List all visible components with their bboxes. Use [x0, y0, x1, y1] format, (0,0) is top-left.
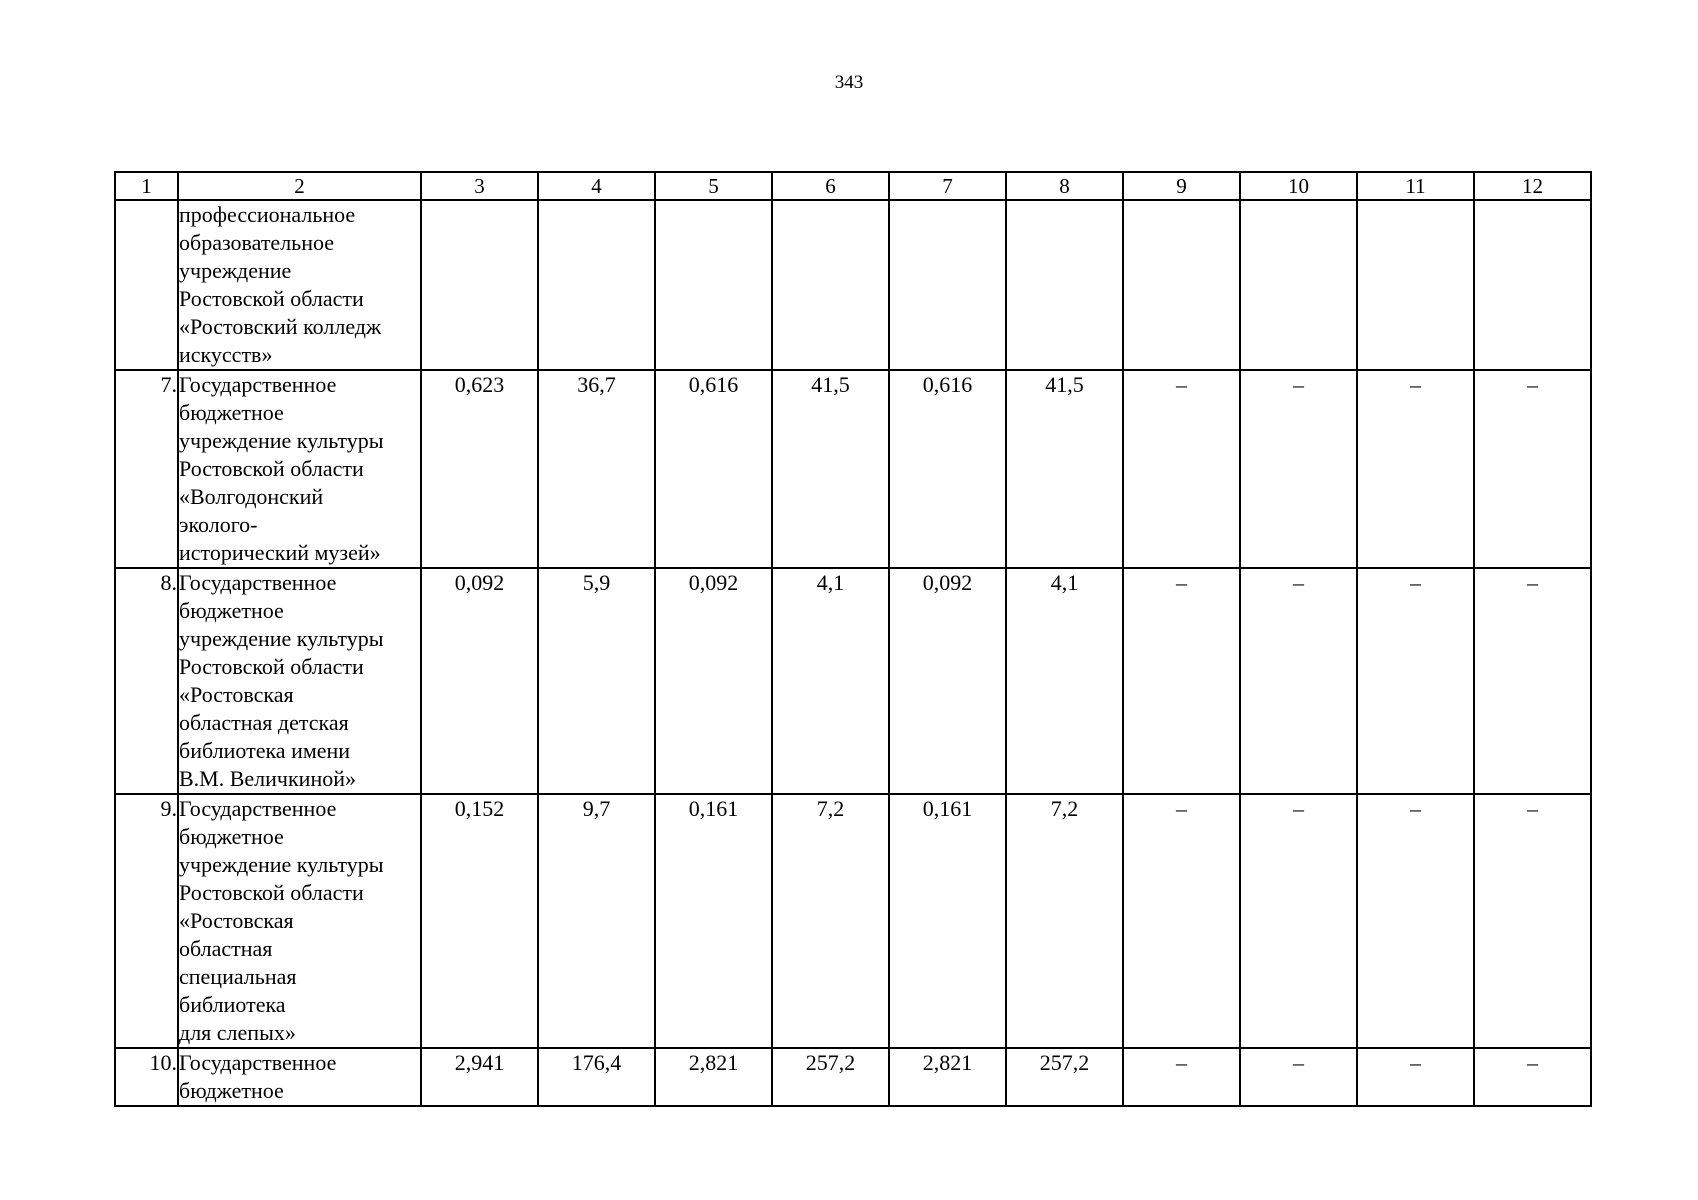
value-cell: –: [1240, 794, 1357, 1048]
value-cell: –: [1474, 794, 1591, 1048]
value-cell: 0,152: [421, 794, 538, 1048]
institution-name-line: библиотека имени: [179, 738, 351, 763]
institution-name-line: специальная: [179, 964, 297, 989]
column-number: 1: [115, 172, 178, 200]
column-number: 12: [1474, 172, 1591, 200]
value-cell: –: [1357, 794, 1474, 1048]
value-cell: 176,4: [538, 1048, 655, 1106]
row-number: 7.: [115, 370, 178, 568]
value-cell: –: [1123, 1048, 1240, 1106]
value-cell: 41,5: [1006, 370, 1123, 568]
column-number: 2: [178, 172, 421, 200]
institution-name-line: искусств»: [179, 342, 273, 367]
institution-name-line: эколого-: [179, 512, 258, 537]
institution-name-line: Ростовской области: [179, 880, 364, 905]
column-number: 7: [889, 172, 1006, 200]
institution-name-line: профессиональное: [179, 202, 356, 227]
value-cell: 2,821: [889, 1048, 1006, 1106]
value-cell: 0,161: [889, 794, 1006, 1048]
institution-name-line: Ростовской области: [179, 456, 364, 481]
column-number: 10: [1240, 172, 1357, 200]
institution-name-line: областная: [179, 936, 273, 961]
institution-name-line: Ростовской области: [179, 286, 364, 311]
institution-name-line: Государственное: [179, 372, 337, 397]
institution-name-line: образовательное: [179, 230, 335, 255]
institution-name-line: библиотека: [179, 992, 286, 1017]
institution-name-line: учреждение культуры: [179, 626, 384, 651]
value-cell: [1357, 200, 1474, 370]
institution-name-line: учреждение культуры: [179, 852, 384, 877]
row-number: 10.: [115, 1048, 178, 1106]
value-cell: 9,7: [538, 794, 655, 1048]
value-cell: [1474, 200, 1591, 370]
institution-name: [178, 1048, 421, 1106]
value-cell: –: [1357, 568, 1474, 794]
value-cell: 0,161: [655, 794, 772, 1048]
column-number: 6: [772, 172, 889, 200]
row-number: [115, 200, 178, 370]
table-row: [115, 1048, 1591, 1106]
column-number-row: [115, 172, 1591, 200]
value-cell: –: [1474, 568, 1591, 794]
institution-name: [178, 794, 421, 1048]
value-cell: 0,092: [655, 568, 772, 794]
value-cell: 0,616: [889, 370, 1006, 568]
column-number: 11: [1357, 172, 1474, 200]
column-number: 8: [1006, 172, 1123, 200]
value-cell: [1006, 200, 1123, 370]
institution-name-line: Государственное: [179, 796, 337, 821]
value-cell: [538, 200, 655, 370]
value-cell: –: [1474, 1048, 1591, 1106]
value-cell: –: [1474, 370, 1591, 568]
value-cell: 5,9: [538, 568, 655, 794]
value-cell: [889, 200, 1006, 370]
column-number: 4: [538, 172, 655, 200]
value-cell: –: [1357, 1048, 1474, 1106]
institution-name-line: «Ростовская: [179, 908, 294, 933]
value-cell: 4,1: [1006, 568, 1123, 794]
institution-name-line: бюджетное: [179, 400, 284, 425]
institution-name-line: бюджетное: [179, 824, 284, 849]
value-cell: –: [1240, 1048, 1357, 1106]
table-row: [115, 200, 1591, 370]
value-cell: 0,092: [421, 568, 538, 794]
value-cell: 4,1: [772, 568, 889, 794]
value-cell: 41,5: [772, 370, 889, 568]
institution-name-line: Ростовской области: [179, 654, 364, 679]
value-cell: –: [1123, 568, 1240, 794]
table-row: [115, 794, 1591, 1048]
value-cell: [421, 200, 538, 370]
institution-name-line: бюджетное: [179, 598, 284, 623]
value-cell: [772, 200, 889, 370]
institution-name-line: учреждение: [179, 258, 292, 283]
value-cell: 257,2: [772, 1048, 889, 1106]
institution-name-line: В.М. Величкиной»: [179, 766, 356, 791]
value-cell: 257,2: [1006, 1048, 1123, 1106]
institution-name-line: бюджетное: [179, 1078, 284, 1103]
institution-name-line: исторический музей»: [179, 540, 381, 565]
value-cell: [655, 200, 772, 370]
institution-name-line: «Ростовский колледж: [179, 314, 382, 339]
page-number: 343: [834, 72, 864, 93]
institution-name-line: Государственное: [179, 1050, 337, 1075]
value-cell: –: [1123, 794, 1240, 1048]
institution-name: [178, 568, 421, 794]
column-number: 9: [1123, 172, 1240, 200]
institution-name-line: Государственное: [179, 570, 337, 595]
value-cell: 0,092: [889, 568, 1006, 794]
value-cell: 7,2: [772, 794, 889, 1048]
institution-name-line: областная детская: [179, 710, 349, 735]
value-cell: 36,7: [538, 370, 655, 568]
column-number: 5: [655, 172, 772, 200]
institution-name-line: для слепых»: [179, 1020, 296, 1045]
value-cell: 0,623: [421, 370, 538, 568]
institution-name-line: учреждение культуры: [179, 428, 384, 453]
value-cell: –: [1240, 568, 1357, 794]
institution-name: [178, 200, 421, 370]
value-cell: 7,2: [1006, 794, 1123, 1048]
column-number: 3: [421, 172, 538, 200]
data-table: [114, 171, 1592, 1107]
value-cell: 2,941: [421, 1048, 538, 1106]
institution-name-line: «Волгодонский: [179, 484, 324, 509]
institution-name-line: «Ростовская: [179, 682, 294, 707]
row-number: 9.: [115, 794, 178, 1048]
value-cell: –: [1357, 370, 1474, 568]
row-number: 8.: [115, 568, 178, 794]
table-row: [115, 568, 1591, 794]
value-cell: –: [1240, 370, 1357, 568]
institution-name: [178, 370, 421, 568]
value-cell: [1240, 200, 1357, 370]
value-cell: 2,821: [655, 1048, 772, 1106]
value-cell: [1123, 200, 1240, 370]
value-cell: –: [1123, 370, 1240, 568]
value-cell: 0,616: [655, 370, 772, 568]
table-row: [115, 370, 1591, 568]
